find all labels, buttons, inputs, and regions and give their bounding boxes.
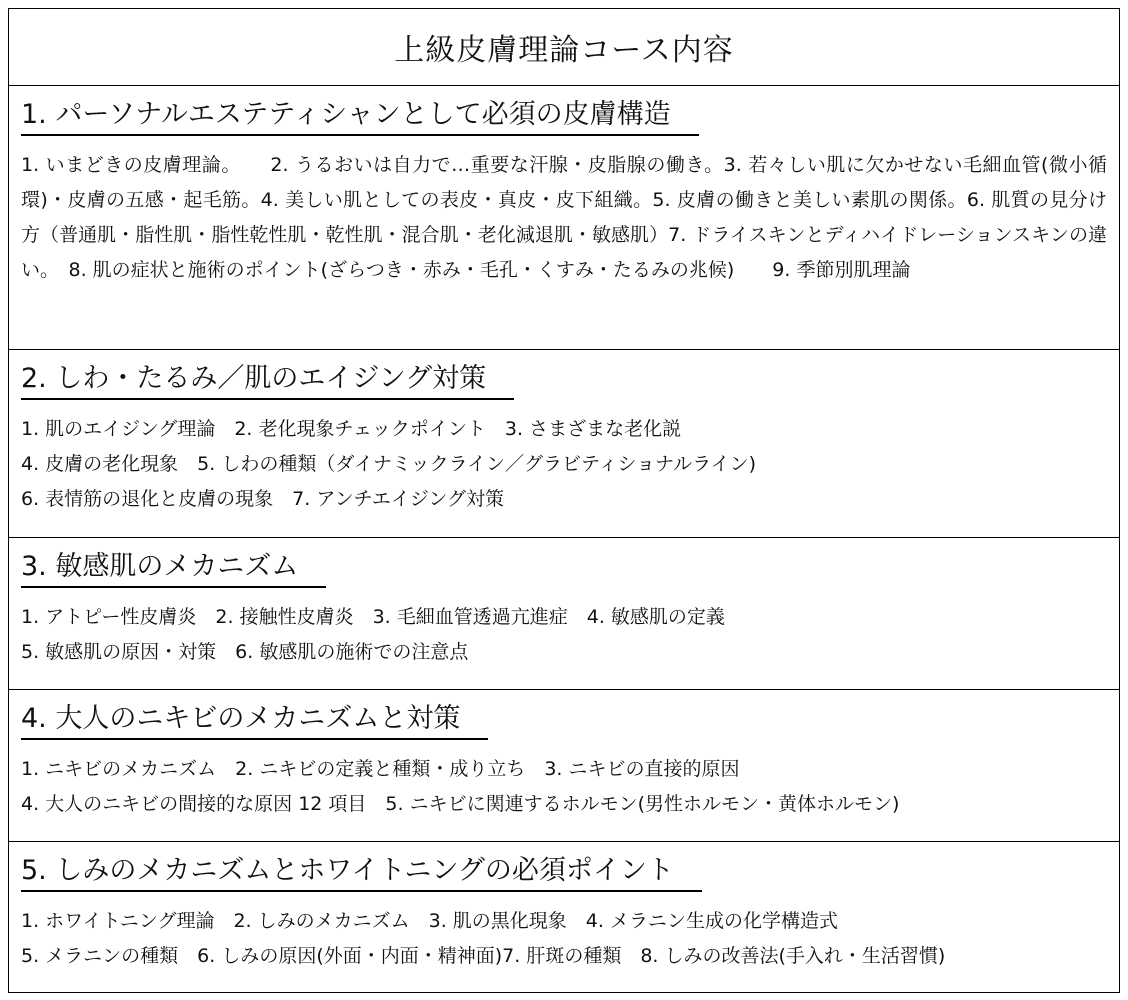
section-body — [21, 904, 1107, 974]
item-line: 1. ホワイトニング理論 2. しみのメカニズム 3. 肌の黒化現象 4. メラニン生成の化学構造式 — [21, 910, 838, 932]
item-line: 1. ニキビのメカニズム 2. ニキビの定義と種類・成り立ち 3. ニキビの直接的原因 — [21, 758, 740, 780]
item-line: 4. 大人のニキビの間接的な原因 12 項目 5. ニキビに関連するホルモン(男性ホルモン・黄体ホルモン) — [21, 793, 900, 815]
item-line: 1. アトピー性皮膚炎 2. 接触性皮膚炎 3. 毛細血管透過亢進症 4. 敏感肌の定義 — [21, 606, 725, 628]
section-heading: 2. しわ・たるみ／肌のエイジング対策 — [21, 360, 514, 400]
section-body — [21, 412, 1107, 517]
section-body — [21, 600, 1107, 670]
section-body — [21, 752, 1107, 822]
section-heading: 5. しみのメカニズムとホワイトニングの必須ポイント — [21, 852, 702, 892]
section-paragraph: 1. いまどきの皮膚理論。 2. うるおいは自力で…重要な汗腺・皮脂腺の働き。3. 若々しい肌に欠かせない毛細血管(微小循環)・皮膚の五感・起毛筋。4. 美しい肌としての表皮・真皮・皮下組織。5. 皮膚の働きと美しい素肌の関係。6. 肌質の見分け方（普通肌・脂性肌・脂性乾性肌・乾性肌・混合肌・老化減退肌・敏感肌）7. ドライスキンとディハイドレーションスキンの違い。 8. 肌の症状と施術のポイント(ざらつき・赤み・毛孔・くすみ・たるみの兆候) 9. 季節別肌理論 — [21, 154, 1107, 281]
item-line: 6. 表情筋の退化と皮膚の現象 7. アンチエイジング対策 — [21, 488, 504, 510]
section-adult-acne — [9, 690, 1119, 842]
section-sensitive-skin — [9, 538, 1119, 690]
document-title: 上級皮膚理論コース内容 — [9, 9, 1119, 86]
item-line: 1. 肌のエイジング理論 2. 老化現象チェックポイント 3. さまざまな老化説 — [21, 418, 682, 440]
item-line: 4. 皮膚の老化現象 5. しわの種類（ダイナミックライン／グラビティショナルライン) — [21, 453, 756, 475]
course-content-table — [8, 8, 1120, 993]
section-heading: 4. 大人のニキビのメカニズムと対策 — [21, 700, 488, 740]
section-wrinkles-aging — [9, 350, 1119, 538]
section-heading: 3. 敏感肌のメカニズム — [21, 548, 326, 588]
section-skin-structure — [9, 86, 1119, 350]
item-line: 5. 敏感肌の原因・対策 6. 敏感肌の施術での注意点 — [21, 641, 469, 663]
section-body — [21, 148, 1107, 288]
section-spots-whitening — [9, 842, 1119, 992]
section-heading: 1. パーソナルエステティシャンとして必須の皮膚構造 — [21, 96, 699, 136]
item-line: 5. メラニンの種類 6. しみの原因(外面・内面・精神面)7. 肝斑の種類 8. しみの改善法(手入れ・生活習慣) — [21, 945, 946, 967]
